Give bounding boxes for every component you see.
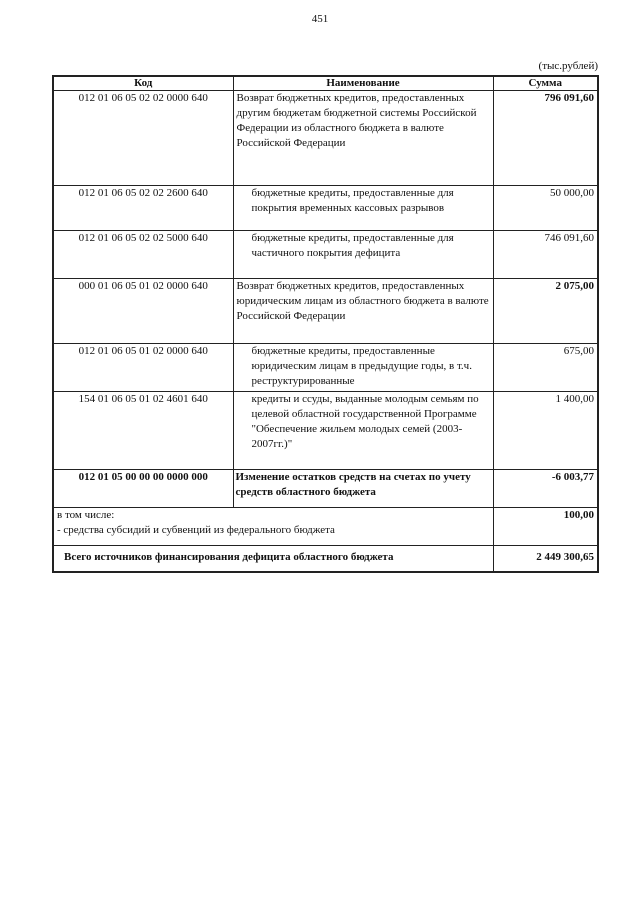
table-row	[53, 231, 598, 279]
table-row	[53, 186, 598, 231]
row-sum: 1 400,00	[493, 392, 598, 470]
header-sum: Сумма	[493, 76, 598, 91]
row-name: Изменение остатков средств на счетах по учету средств областного бюджета	[233, 470, 493, 508]
total-label: Всего источников финансирования дефицита областного бюджета	[53, 546, 493, 573]
row-name: бюджетные кредиты, предоставленные для покрытия временных кассовых разрывов	[233, 186, 493, 231]
row-name: кредиты и ссуды, выданные молодым семьям по целевой областной государственной Программе "Обеспечение жильем молодых семей (2003-2007гг.)"	[233, 392, 493, 470]
table-row	[53, 91, 598, 186]
table-header-row	[53, 76, 598, 91]
including-cell	[53, 508, 493, 546]
row-code: 012 01 06 05 02 02 2600 640	[53, 186, 233, 231]
row-code: 012 01 06 05 02 02 0000 640	[53, 91, 233, 186]
page-number: 451	[311, 13, 329, 25]
total-sum: 2 449 300,65	[493, 546, 598, 573]
units-label: (тыс.рублей)	[538, 60, 598, 72]
row-sum: 50 000,00	[493, 186, 598, 231]
header-name: Наименование	[233, 76, 493, 91]
row-code: 154 01 06 05 01 02 4601 640	[53, 392, 233, 470]
row-sum: 675,00	[493, 344, 598, 392]
row-name: Возврат бюджетных кредитов, предоставленных другим бюджетам бюджетной системы Российской Федерации из областного бюджета в валюте Российской Федерации	[233, 91, 493, 186]
row-name: бюджетные кредиты, предоставленные для частичного покрытия дефицита	[233, 231, 493, 279]
including-sum: 100,00	[493, 508, 598, 546]
row-sum: 2 075,00	[493, 279, 598, 344]
row-name: бюджетные кредиты, предоставленные юридическим лицам в предыдущие годы, в т.ч. реструктурированные	[233, 344, 493, 392]
table-row	[53, 470, 598, 508]
row-name: Возврат бюджетных кредитов, предоставленных юридическим лицам из областного бюджета в валюте Российской Федерации	[233, 279, 493, 344]
including-item: - средства субсидий и субвенций из федерального бюджета	[57, 524, 335, 536]
row-sum: 746 091,60	[493, 231, 598, 279]
budget-sources-table	[52, 75, 599, 573]
header-code: Код	[53, 76, 233, 91]
row-code: 012 01 06 05 01 02 0000 640	[53, 344, 233, 392]
row-code: 000 01 06 05 01 02 0000 640	[53, 279, 233, 344]
row-sum: -6 003,77	[493, 470, 598, 508]
row-code: 012 01 06 05 02 02 5000 640	[53, 231, 233, 279]
table-row	[53, 279, 598, 344]
including-label: в том числе:	[57, 509, 115, 521]
including-row	[53, 508, 598, 546]
total-row	[53, 546, 598, 573]
table-row	[53, 344, 598, 392]
row-sum: 796 091,60	[493, 91, 598, 186]
table-row	[53, 392, 598, 470]
row-code: 012 01 05 00 00 00 0000 000	[53, 470, 233, 508]
